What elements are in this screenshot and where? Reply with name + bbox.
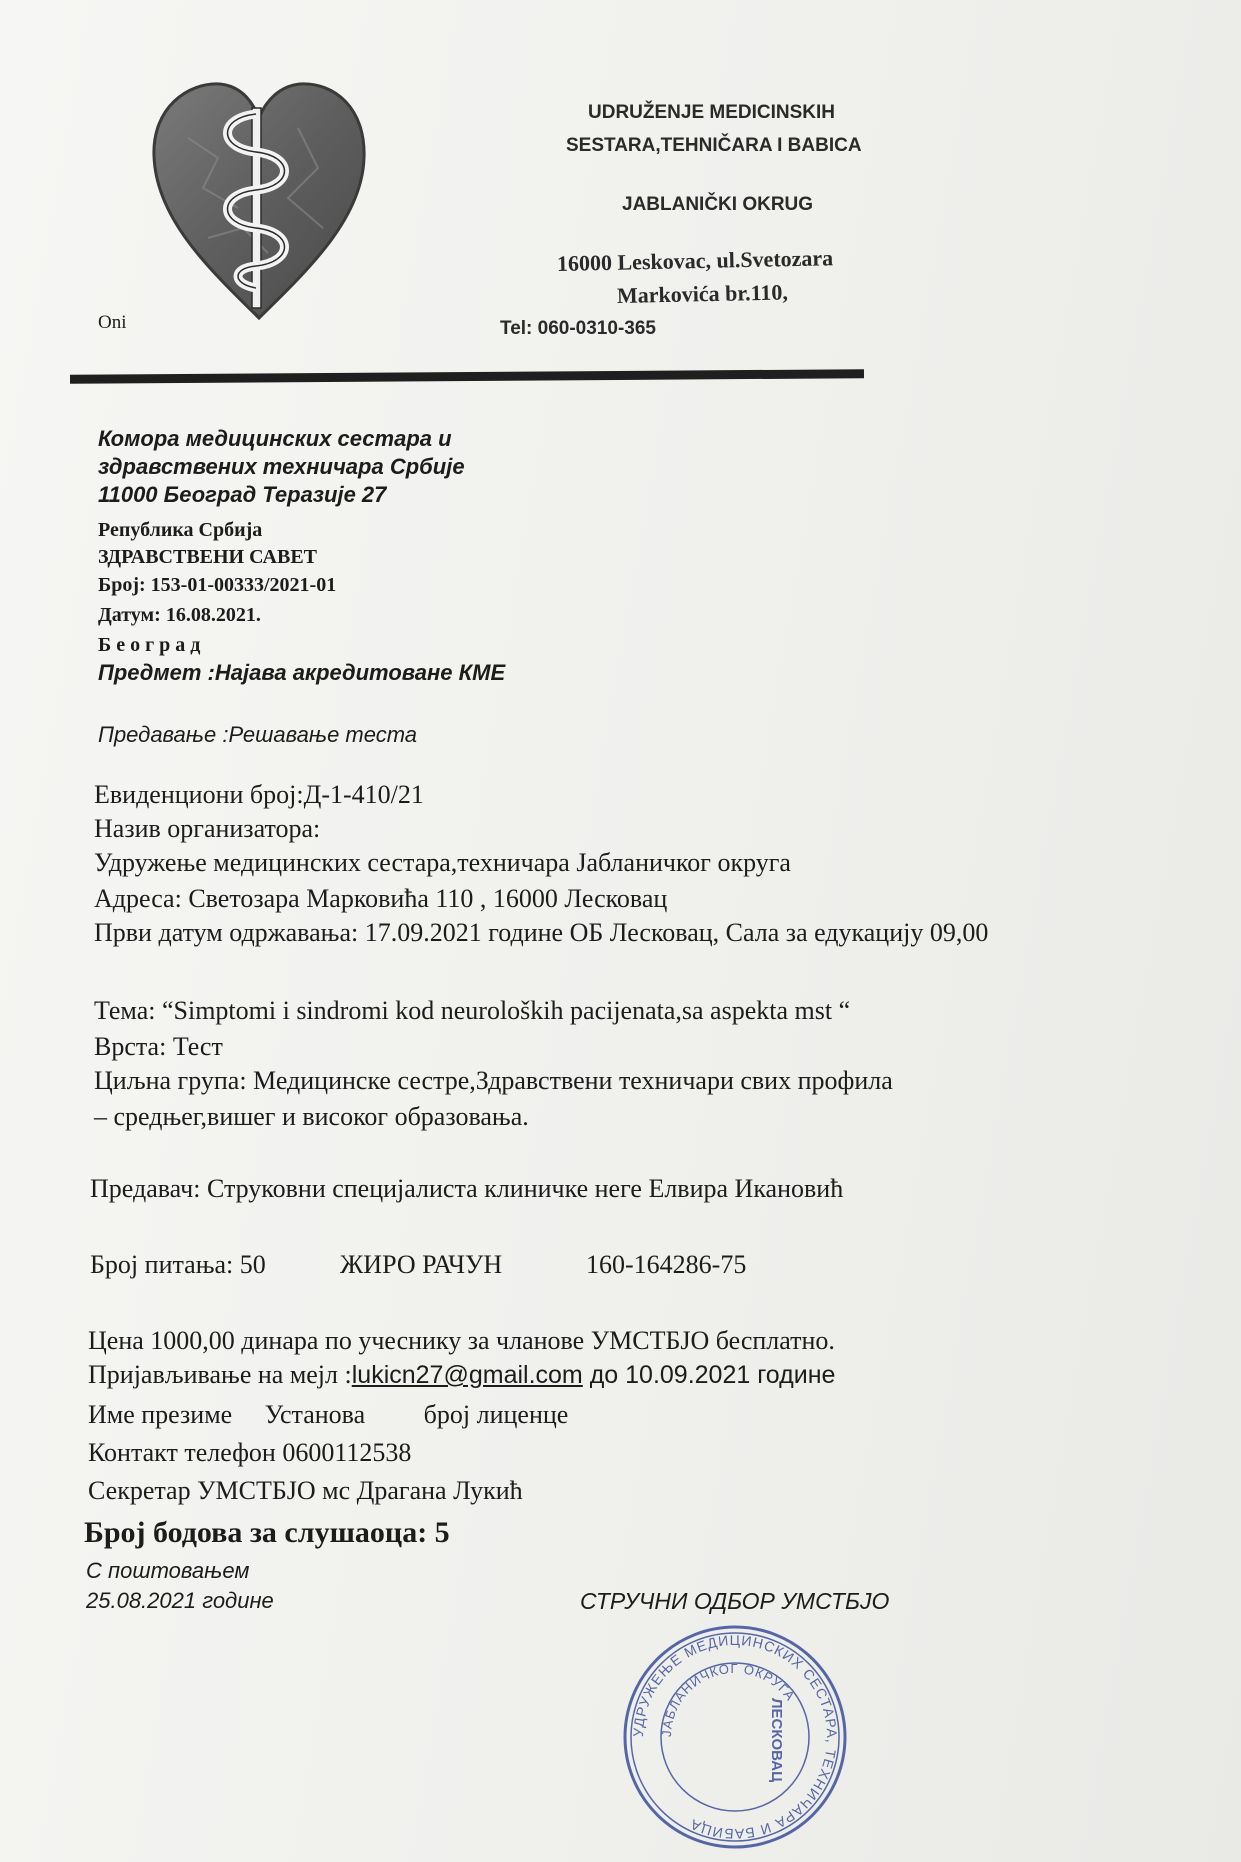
topic-theme: Тема: “Simptomi i sindromi kod neuroloških pacijenata,sa aspekta mst “	[94, 996, 851, 1025]
org-address-line2: Markovića br.110,	[616, 279, 789, 308]
recipient-council: ЗДРАВСТВЕНИ САВЕТ	[98, 546, 318, 568]
closing-date: 25.08.2021 године	[86, 1588, 274, 1613]
account-label: ЖИРО РАЧУН	[340, 1250, 503, 1279]
stamp-ring-text: УДРУЖЕЊЕ МЕДИЦИНСКИХ СЕСТАРА, ТЕХНИЧАРА И БАБИЦА	[629, 1631, 841, 1843]
recipient-city: Б е о г р а д	[98, 634, 201, 656]
round-stamp-icon	[620, 1622, 850, 1852]
org-name-line2: SESTARA,TEHNIČARA I BABICA	[566, 135, 862, 156]
contact-phone: Контакт телефон 0600112538	[88, 1438, 412, 1467]
registration-prefix: Пријављивање на мејл :	[88, 1360, 352, 1389]
org-district: JABLANIČKI OKRUG	[622, 194, 814, 215]
evidence-number: Евиденциони број:Д-1-410/21	[94, 780, 424, 809]
document-number: Број: 153-01-00333/2021-01	[98, 574, 337, 596]
secretary: Секретар УМСТБЈО мс Драгана Лукић	[88, 1476, 523, 1505]
stamp-center-text: ЛЕСКОВАЦ	[768, 1697, 785, 1783]
recipient-republic: Република Србија	[98, 519, 263, 541]
heart-logo-icon	[148, 78, 370, 330]
organizer-address: Адреса: Светозара Марковића 110 , 16000 Лесковац	[94, 884, 668, 913]
points-for-listener: Број бодова за слушаоца: 5	[84, 1516, 450, 1549]
question-count: Број питања: 50	[90, 1250, 266, 1279]
subject-line: Предмет :Најава акредитоване КМЕ	[98, 660, 506, 685]
registration-line	[88, 1360, 835, 1390]
recipient-line3: 11000 Београд Теразије 27	[98, 482, 387, 507]
target-group-line2: – средњег,вишег и високог образовања.	[94, 1102, 529, 1131]
document-date: Датум: 16.08.2021.	[98, 604, 261, 626]
organizer-name: Удружење медицинских сестара,техничара Јабланичког округа	[94, 848, 791, 877]
first-date: Први датум одржавања: 17.09.2021 године ОБ Лесковац, Сала за едукацију 09,00	[94, 918, 989, 947]
logo-caption: Oni	[98, 312, 127, 333]
registration-deadline: до 10.09.2021 године	[582, 1361, 836, 1389]
lecture-type: Предавање :Решавање теста	[98, 722, 418, 747]
price-line: Цена 1000,00 динара по учеснику за чланове УМСТБЈО бесплатно.	[88, 1326, 835, 1355]
org-name-line1: UDRUŽENJE MEDICINSKIH	[588, 102, 836, 123]
registration-email-link[interactable]: lukicn27@gmail.com	[351, 1361, 583, 1389]
topic-kind: Врста: Тест	[94, 1032, 223, 1061]
account-number: 160-164286-75	[586, 1250, 747, 1279]
organizer-label: Назив организатора:	[94, 814, 321, 843]
recipient-line2: здравствених техничара Србије	[98, 454, 465, 479]
org-phone: Tel: 060-0310-365	[500, 318, 656, 339]
org-address-line1: 16000 Leskovac, ul.Svetozara	[556, 245, 834, 276]
target-group-line1: Циљна група: Медицинске сестре,Здравствени техничари свих профила	[94, 1066, 893, 1095]
closing-regards: С поштовањем	[86, 1558, 250, 1583]
recipient-line1: Комора медицинских сестара и	[98, 426, 452, 451]
lecturer: Предавач: Струковни специјалиста клиничке неге Елвира Икановић	[90, 1174, 844, 1203]
registration-fields: Име презиме Установа број лиценце	[88, 1400, 569, 1429]
header-divider	[70, 369, 864, 384]
stamp-inner-text: ЈАБЛАНИЧКОГ ОКРУГА	[658, 1660, 799, 1738]
signature-committee: СТРУЧНИ ОДБОР УМСТБЈО	[580, 1588, 890, 1614]
